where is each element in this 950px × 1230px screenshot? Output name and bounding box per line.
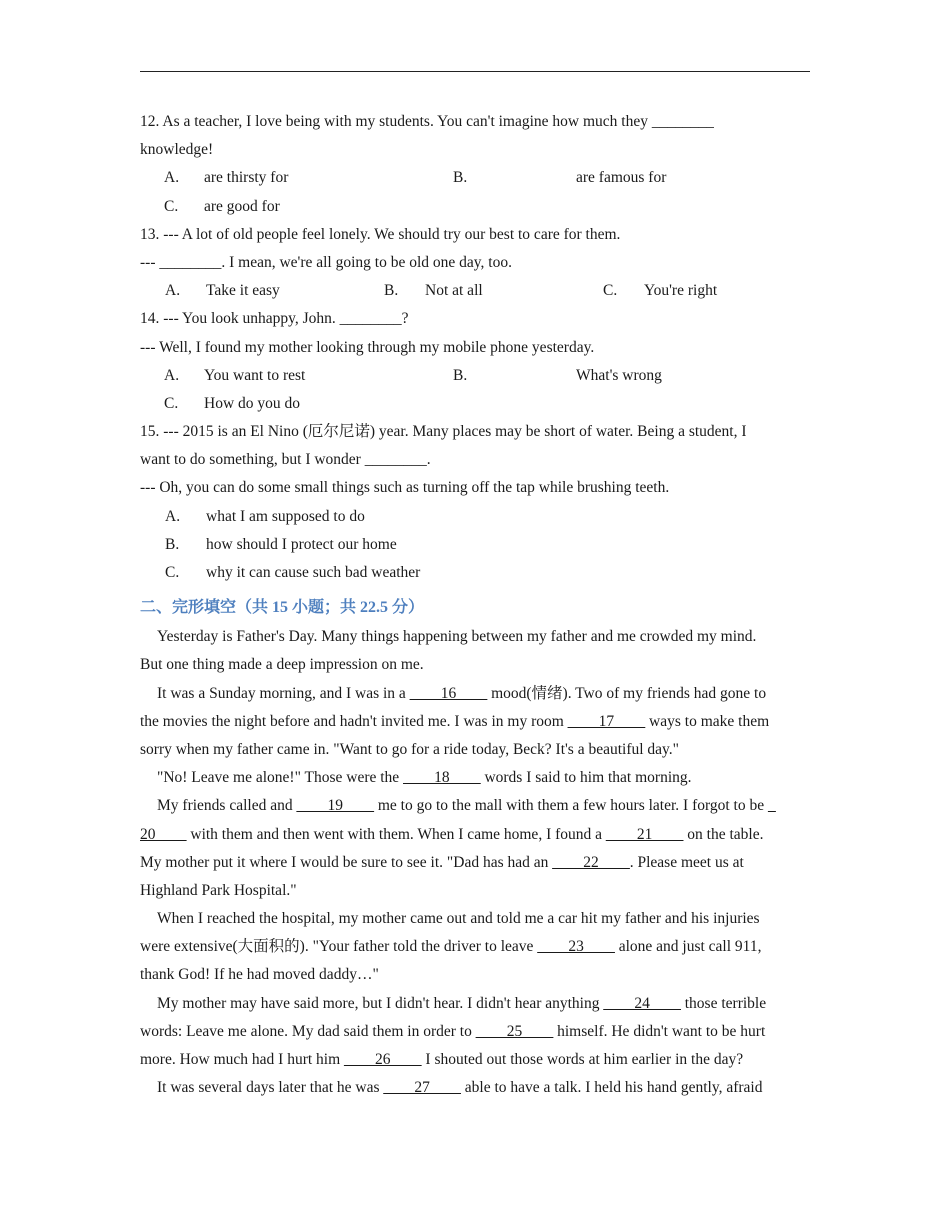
text: "No! Leave me alone!" Those were the xyxy=(157,769,404,787)
passage-line: When I reached the hospital, my mother came out and told me a car hit my father and his injuries xyxy=(157,910,760,928)
passage-line xyxy=(140,708,810,736)
passage-line xyxy=(140,990,810,1018)
question-12 xyxy=(140,108,810,221)
option-text: how should I protect our home xyxy=(206,535,397,553)
option-row xyxy=(140,164,810,192)
passage-line xyxy=(140,1074,810,1102)
question-13 xyxy=(140,221,810,306)
blank-16: ____16____ xyxy=(409,684,488,702)
question-text: --- ________. I mean, we're all going to be old one day, too. xyxy=(140,253,512,271)
option-letter: B. xyxy=(453,169,468,187)
passage-line xyxy=(140,821,810,849)
passage-line xyxy=(140,933,810,961)
option-text: are good for xyxy=(204,197,280,215)
option-row xyxy=(140,193,810,221)
text: It was several days later that he was xyxy=(157,1079,384,1097)
text: It was a Sunday morning, and I was in a xyxy=(157,684,410,702)
option-text: What's wrong xyxy=(576,366,662,384)
text: My friends called and xyxy=(157,797,297,815)
text: words I said to him that morning. xyxy=(480,769,692,787)
blank-17: ____17____ xyxy=(567,712,646,730)
passage-line xyxy=(140,764,810,792)
option-letter: B. xyxy=(384,282,399,300)
option-letter: A. xyxy=(165,507,181,525)
blank-20: 20____ xyxy=(140,825,187,843)
question-text: --- Oh, you can do some small things such as turning off the tap while brushing teeth. xyxy=(140,479,670,497)
passage-line: sorry when my father came in. "Want to go for a ride today, Beck? It's a beautiful day." xyxy=(140,740,680,758)
option-letter: C. xyxy=(165,564,180,581)
option-letter: A. xyxy=(164,366,180,384)
blank-26: ____26____ xyxy=(344,1051,422,1068)
option-text: How do you do xyxy=(204,394,301,412)
text: I shouted out those words at him earlier in the day? xyxy=(421,1051,744,1068)
question-text: 12. As a teacher, I love being with my students. You can't imagine how much they ________ xyxy=(140,113,714,130)
header-rule xyxy=(140,71,810,72)
option-text: Not at all xyxy=(425,282,483,300)
text: mood(情绪). Two of my friends had gone to xyxy=(487,684,767,702)
text: My mother may have said more, but I didn't hear. I didn't hear anything xyxy=(157,994,604,1012)
blank-20-start: _ xyxy=(768,797,776,815)
option-row xyxy=(140,277,810,305)
text: the movies the night before and hadn't invited me. I was in my room xyxy=(140,712,568,730)
blank-23: ____23____ xyxy=(537,938,615,956)
passage-line: But one thing made a deep impression on me. xyxy=(140,656,424,674)
option-text: why it can cause such bad weather xyxy=(206,564,421,581)
text: on the table. xyxy=(683,825,764,843)
option-letter: B. xyxy=(453,366,468,384)
question-text: 15. --- 2015 is an El Nino (厄尔尼诺) year. Many places may be short of water. Being a student, I xyxy=(140,423,747,441)
option-text: You're right xyxy=(644,282,718,300)
option-text: Take it easy xyxy=(206,282,280,300)
text: able to have a talk. I held his hand gently, afraid xyxy=(460,1079,763,1097)
option-letter: A. xyxy=(165,282,181,300)
option-text: are famous for xyxy=(576,169,667,187)
text: . Please meet us at xyxy=(629,853,744,871)
option-letter: A. xyxy=(164,169,180,187)
question-15 xyxy=(140,418,810,587)
option-letter: C. xyxy=(164,394,179,412)
question-text: want to do something, but I wonder ________. xyxy=(140,451,431,469)
text: alone and just call 911, xyxy=(614,938,762,956)
option-text: You want to rest xyxy=(204,366,306,384)
blank-21: ____21____ xyxy=(605,825,684,843)
passage-line xyxy=(140,1018,810,1046)
blank-18: ____18____ xyxy=(403,769,481,787)
option-row xyxy=(140,362,810,390)
text: himself. He didn't want to be hurt xyxy=(553,1022,766,1040)
blank-27: ____27____ xyxy=(383,1079,461,1097)
option-text: are thirsty for xyxy=(204,169,289,187)
question-text: knowledge! xyxy=(140,141,214,159)
option-text: what I am supposed to do xyxy=(206,507,365,525)
text: words: Leave me alone. My dad said them in order to xyxy=(140,1022,476,1040)
text: My mother put it where I would be sure to see it. "Dad has had an xyxy=(140,853,553,871)
question-14 xyxy=(140,305,810,418)
passage-line xyxy=(140,1046,810,1074)
passage-line xyxy=(140,849,810,877)
blank-22: ____22____ xyxy=(552,853,630,871)
option-row xyxy=(140,559,810,587)
option-row xyxy=(140,390,810,418)
blank-24: ____24____ xyxy=(603,994,681,1012)
option-letter: C. xyxy=(164,197,179,215)
content xyxy=(140,108,810,1102)
passage-line: Yesterday is Father's Day. Many things happening between my father and me crowded my mind. xyxy=(157,628,757,646)
text: those terrible xyxy=(680,994,767,1012)
option-row xyxy=(140,531,810,559)
cloze-passage xyxy=(140,623,810,1102)
text: me to go to the mall with them a few hours later. I forgot to be xyxy=(373,797,768,815)
question-text: 14. --- You look unhappy, John. ________? xyxy=(140,310,409,328)
text: ways to make them xyxy=(645,712,770,730)
option-row xyxy=(140,503,810,531)
section-heading: 二、完形填空（共 15 小题；共 22.5 分） xyxy=(140,599,425,617)
text: with them and then went with them. When I came home, I found a xyxy=(186,825,606,843)
option-letter: C. xyxy=(603,282,618,300)
text: were extensive(大面积的). "Your father told the driver to leave xyxy=(140,938,538,956)
passage-line xyxy=(140,680,810,708)
text: more. How much had I hurt him xyxy=(140,1051,345,1068)
passage-line: thank God! If he had moved daddy…" xyxy=(140,966,379,984)
passage-line: Highland Park Hospital." xyxy=(140,881,297,899)
passage-line xyxy=(140,792,810,820)
option-letter: B. xyxy=(165,535,180,553)
question-text: 13. --- A lot of old people feel lonely. We should try our best to care for them. xyxy=(140,225,621,243)
blank-25: ____25____ xyxy=(475,1022,554,1040)
question-text: --- Well, I found my mother looking through my mobile phone yesterday. xyxy=(140,338,595,356)
blank-19: ____19____ xyxy=(296,797,374,815)
